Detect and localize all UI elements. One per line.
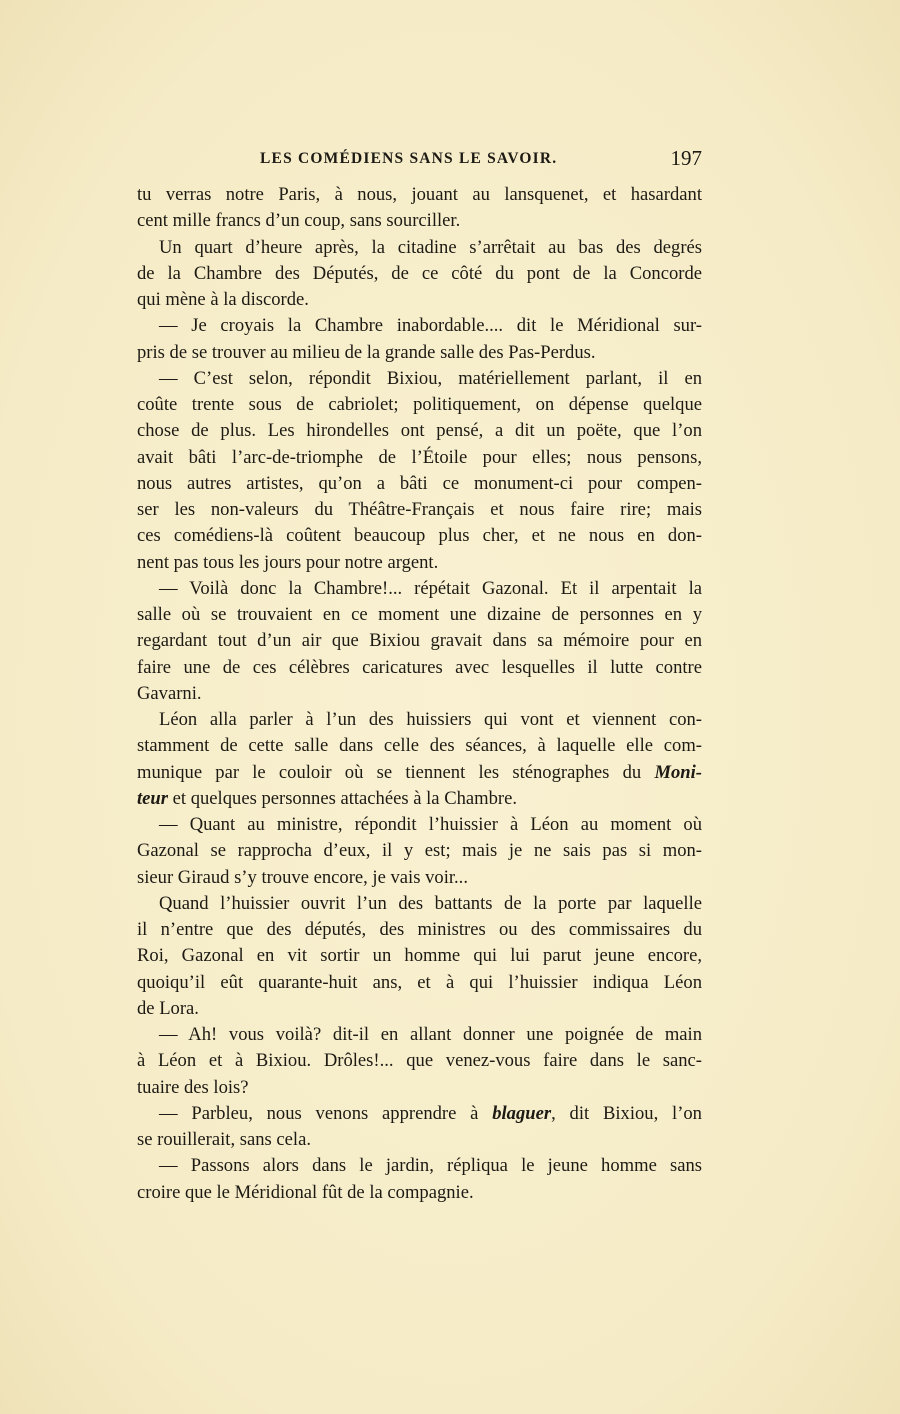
text-line bbox=[137, 1180, 702, 1206]
text-segment: tuaire des lois? bbox=[137, 1076, 249, 1098]
text-line bbox=[137, 733, 702, 759]
text-segment: avait bâti l’arc-de-triomphe de l’Étoile pour elles; nous pensons, bbox=[137, 446, 702, 468]
text-line bbox=[137, 261, 702, 287]
text-line bbox=[137, 235, 702, 261]
text-line bbox=[137, 1101, 702, 1127]
text-line bbox=[137, 471, 702, 497]
paragraph bbox=[137, 182, 702, 235]
italic-text: blaguer bbox=[492, 1102, 552, 1124]
text-line bbox=[137, 707, 702, 733]
text-segment: , dit Bixiou, l’on bbox=[551, 1102, 702, 1124]
text-segment: de la Chambre des Députés, de ce côté du pont de la Concorde bbox=[137, 262, 702, 284]
italic-text: teur bbox=[137, 787, 168, 809]
text-segment: coûte trente sous de cabriolet; politiquement, on dépense quelque bbox=[137, 394, 702, 415]
text-segment: à Léon et à Bixiou. Drôles!... que venez-vous faire dans le sanc- bbox=[137, 1050, 702, 1072]
text-segment: Un quart d’heure après, la citadine s’arrêtait au bas des degrés bbox=[159, 236, 702, 258]
paragraph bbox=[137, 576, 702, 707]
text-line bbox=[137, 550, 702, 576]
page-header bbox=[137, 146, 702, 174]
text-segment: stamment de cette salle dans celle des séances, à laquelle elle com- bbox=[137, 735, 702, 757]
page-number: 197 bbox=[670, 146, 702, 170]
text-line bbox=[137, 340, 702, 366]
page-body-text bbox=[137, 182, 702, 1206]
text-line bbox=[137, 1153, 702, 1179]
text-segment: tu verras notre Paris, à nous, jouant au lansquenet, et hasardant bbox=[137, 184, 702, 205]
paragraph bbox=[137, 313, 702, 366]
text-line bbox=[137, 445, 702, 471]
running-title: LES COMÉDIENS SANS LE SAVOIR. bbox=[260, 150, 558, 167]
text-segment: Quand l’huissier ouvrit l’un des battants de la porte par laquelle bbox=[159, 892, 702, 914]
text-line bbox=[137, 838, 702, 864]
text-segment: — C’est selon, répondit Bixiou, matériellement parlant, il en bbox=[159, 367, 702, 389]
text-line bbox=[137, 182, 702, 208]
text-line bbox=[137, 1022, 702, 1048]
paragraph bbox=[137, 1153, 702, 1206]
text-line bbox=[137, 628, 702, 654]
text-segment: ces comédiens-là coûtent beaucoup plus cher, et ne nous en don- bbox=[137, 525, 702, 547]
text-line bbox=[137, 366, 702, 392]
text-segment: — Passons alors dans le jardin, répliqua le jeune homme sans bbox=[159, 1155, 702, 1177]
text-segment: — Parbleu, nous venons apprendre à bbox=[159, 1102, 493, 1124]
text-line bbox=[137, 1127, 702, 1153]
text-line bbox=[137, 392, 702, 418]
paragraph bbox=[137, 707, 702, 812]
text-segment: pris de se trouver au milieu de la grande salle des Pas-Perdus. bbox=[137, 341, 596, 363]
text-line bbox=[137, 576, 702, 602]
text-line bbox=[137, 943, 702, 969]
text-line bbox=[137, 970, 702, 996]
text-segment: nous autres artistes, qu’on a bâti ce monument-ci pour compen- bbox=[137, 472, 702, 494]
text-line bbox=[137, 602, 702, 628]
text-segment: faire une de ces célèbres caricatures avec lesquelles il lutte contre bbox=[137, 656, 702, 678]
text-line bbox=[137, 1048, 702, 1074]
text-line bbox=[137, 208, 702, 234]
text-segment: Roi, Gazonal en vit sortir un homme qui lui parut jeune encore, bbox=[137, 945, 702, 967]
text-line bbox=[137, 917, 702, 943]
text-segment: — Quant au ministre, répondit l’huissier à Léon au moment où bbox=[159, 814, 702, 835]
text-line bbox=[137, 786, 702, 812]
text-line bbox=[137, 681, 702, 707]
text-line bbox=[137, 760, 702, 786]
text-segment: et quelques personnes attachées à la Chambre. bbox=[168, 787, 518, 809]
text-segment: il n’entre que des députés, des ministres ou des commissaires du bbox=[137, 919, 702, 940]
text-segment: Gazonal se rapprocha d’eux, il y est; mais je ne sais pas si mon- bbox=[137, 840, 702, 862]
text-line bbox=[137, 497, 702, 523]
text-segment: se rouillerait, sans cela. bbox=[137, 1129, 311, 1150]
italic-text: Moni- bbox=[654, 761, 702, 783]
text-line bbox=[137, 812, 702, 838]
text-segment: Léon alla parler à l’un des huissiers qui vont et viennent con- bbox=[159, 709, 702, 730]
text-line bbox=[137, 313, 702, 339]
text-segment: ser les non-valeurs du Théâtre-Français et nous faire rire; mais bbox=[137, 499, 702, 520]
text-segment: regardant tout d’un air que Bixiou gravait dans sa mémoire pour en bbox=[137, 630, 702, 652]
paragraph bbox=[137, 812, 702, 891]
paragraph bbox=[137, 891, 702, 1022]
text-segment: — Ah! vous voilà? dit-il en allant donner une poignée de main bbox=[159, 1024, 702, 1045]
text-segment: croire que le Méridional fût de la compagnie. bbox=[137, 1181, 474, 1203]
text-segment: qui mène à la discorde. bbox=[137, 289, 309, 310]
text-line bbox=[137, 287, 702, 313]
text-line bbox=[137, 655, 702, 681]
text-line bbox=[137, 418, 702, 444]
text-line bbox=[137, 523, 702, 549]
text-segment: de Lora. bbox=[137, 997, 199, 1019]
text-segment: nent pas tous les jours pour notre argent. bbox=[137, 551, 439, 573]
paragraph bbox=[137, 235, 702, 314]
text-segment: sieur Giraud s’y trouve encore, je vais voir... bbox=[137, 866, 468, 888]
text-segment: cent mille francs d’un coup, sans sourciller. bbox=[137, 210, 461, 232]
text-line bbox=[137, 996, 702, 1022]
paragraph bbox=[137, 1101, 702, 1154]
text-segment: — Je croyais la Chambre inabordable.... dit le Méridional sur- bbox=[159, 315, 702, 337]
text-segment: Gavarni. bbox=[137, 682, 202, 704]
text-segment: salle où se trouvaient en ce moment une dizaine de personnes en y bbox=[137, 604, 702, 625]
text-line bbox=[137, 1075, 702, 1101]
text-line bbox=[137, 891, 702, 917]
text-segment: munique par le couloir où se tiennent les sténographes du bbox=[137, 761, 655, 783]
text-segment: — Voilà donc la Chambre!... répétait Gazonal. Et il arpentait la bbox=[159, 577, 702, 599]
paragraph bbox=[137, 366, 702, 576]
paragraph bbox=[137, 1022, 702, 1101]
text-line bbox=[137, 865, 702, 891]
text-segment: chose de plus. Les hirondelles ont pensé, a dit un poëte, que l’on bbox=[137, 420, 702, 442]
text-segment: quoiqu’il eût quarante-huit ans, et à qui l’huissier indiqua Léon bbox=[137, 971, 702, 993]
